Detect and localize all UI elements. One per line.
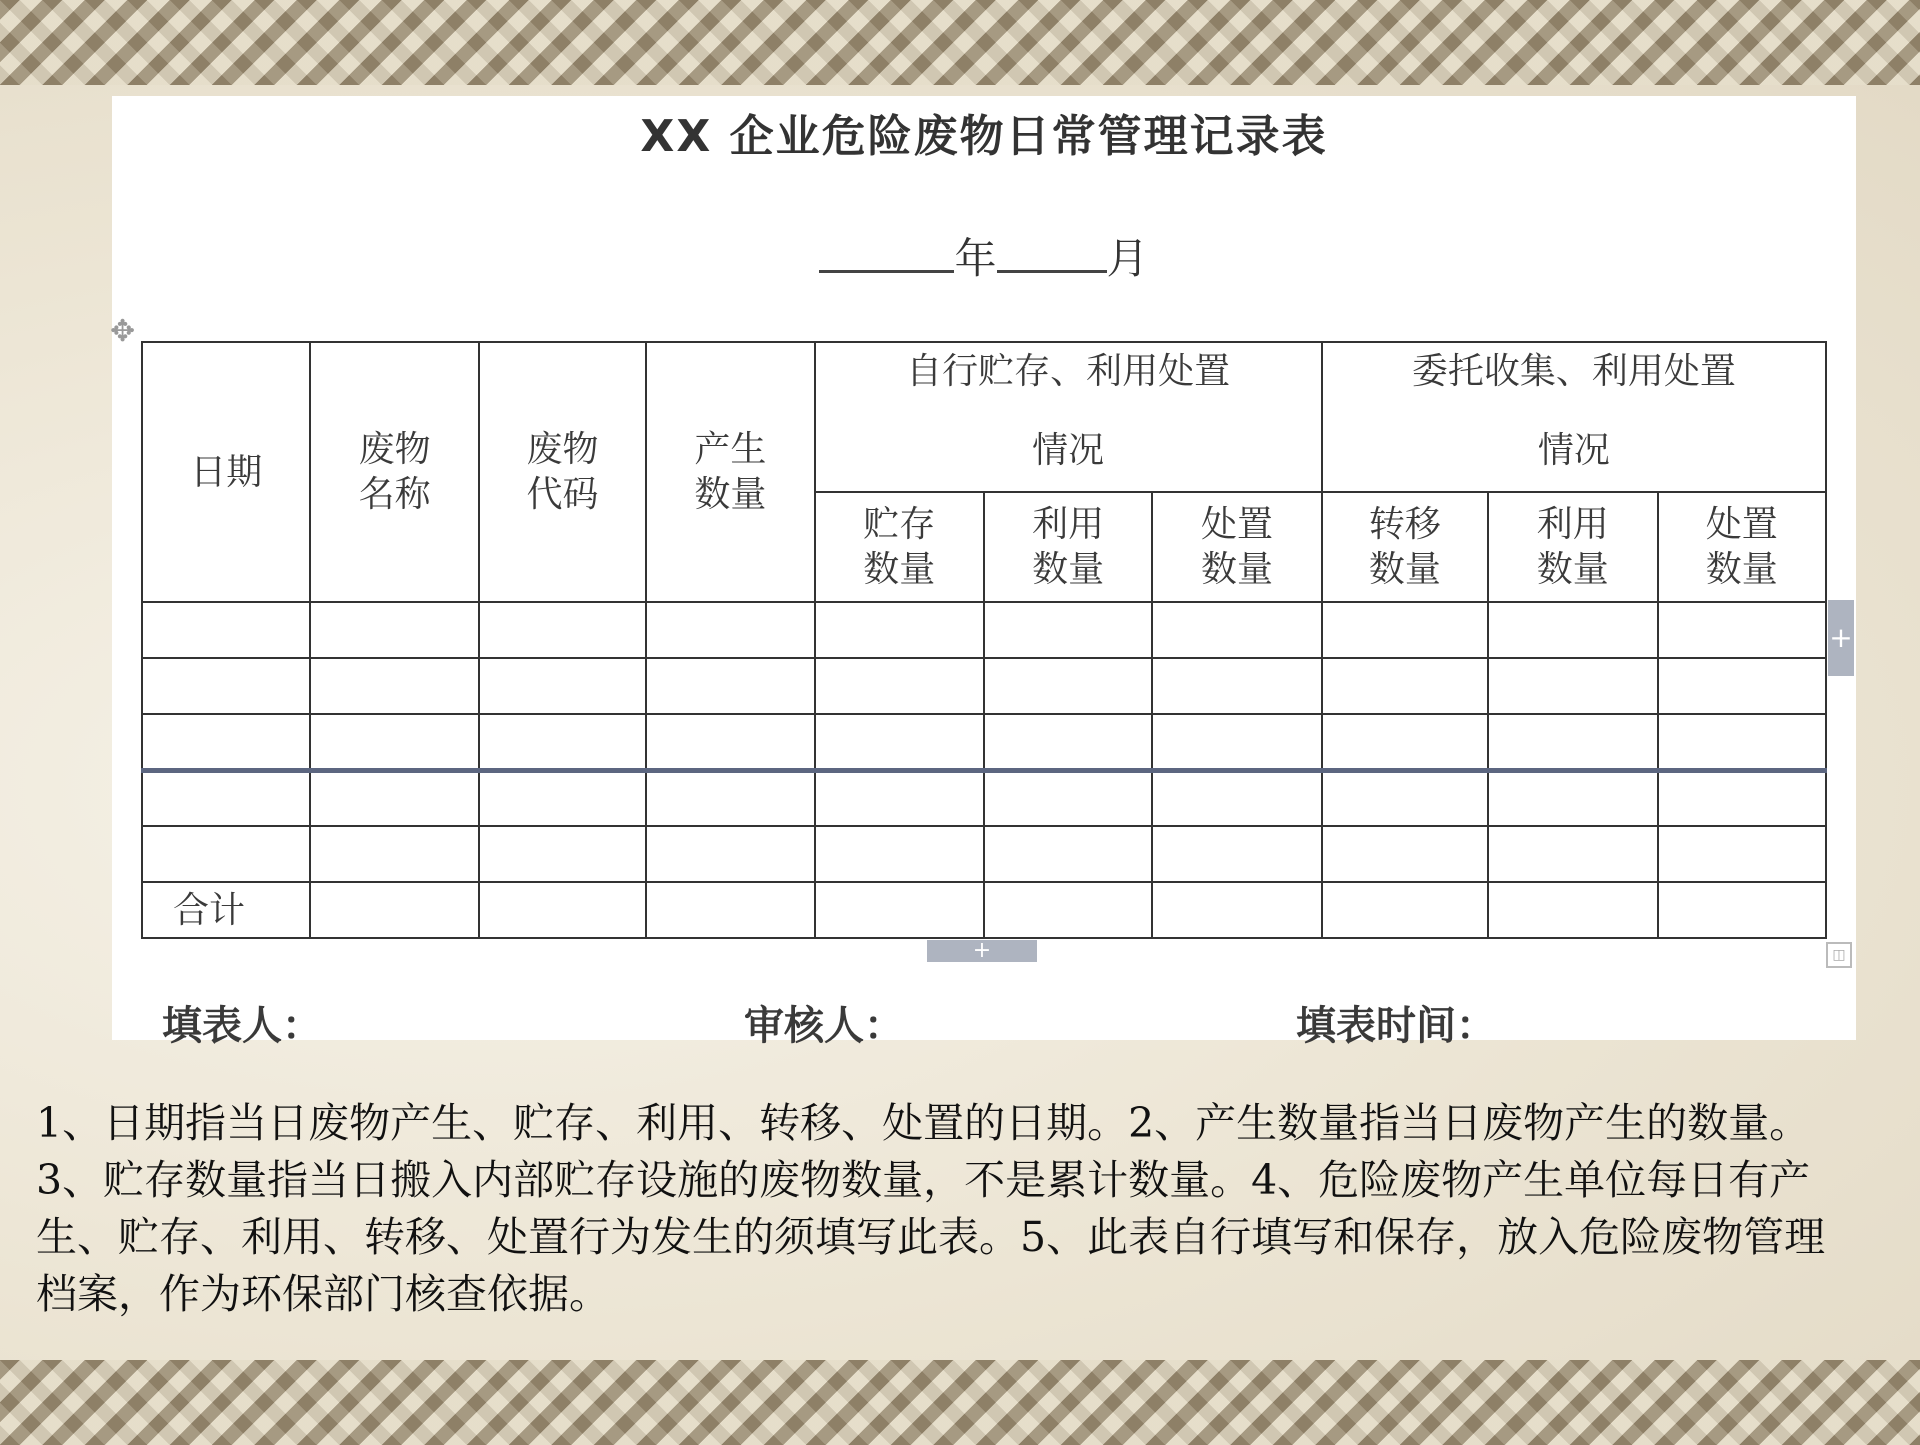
resize-icon[interactable]: ◫ bbox=[1826, 942, 1852, 968]
table-cell[interactable] bbox=[815, 826, 984, 882]
table-cell[interactable] bbox=[815, 602, 984, 658]
table-cell[interactable] bbox=[142, 714, 310, 770]
plus-icon: + bbox=[972, 938, 992, 963]
table-cell[interactable] bbox=[142, 770, 310, 826]
header-generated-qty bbox=[646, 342, 814, 602]
table-cell[interactable] bbox=[984, 658, 1152, 714]
header-entrusted-group-title: 委托收集、利用处置 bbox=[1411, 351, 1736, 392]
table-cell[interactable] bbox=[646, 714, 814, 770]
header-entrusted-group bbox=[1322, 342, 1826, 492]
table-cell[interactable] bbox=[1152, 882, 1321, 938]
table-cell[interactable] bbox=[1152, 714, 1321, 770]
table-cell[interactable] bbox=[310, 770, 478, 826]
table-cell[interactable] bbox=[984, 826, 1152, 882]
header-generated-qty-text: 产生数量 bbox=[694, 429, 767, 515]
header-self-use-qty bbox=[984, 492, 1152, 602]
table-cell[interactable] bbox=[1322, 770, 1488, 826]
table-cell[interactable] bbox=[984, 602, 1152, 658]
table-cell[interactable] bbox=[815, 770, 984, 826]
total-row bbox=[142, 882, 1826, 938]
header-storage-qty bbox=[815, 492, 984, 602]
notes-paragraph: 1、日期指当日废物产生、贮存、利用、转移、处置的日期。2、产生数量指当日废物产生的数量。3、贮存数量指当日搬入内部贮存设施的废物数量，不是累计数量。4、危险废物产生单位每日有产生、贮存、利用、转移、处置行为发生的须填写此表。5、此表自行填写和保存，放入危险废物管理档案，作为环保部门核查依据。 bbox=[36, 1099, 1826, 1318]
record-form-image bbox=[110, 96, 1856, 1049]
move-icon[interactable]: ✥ bbox=[110, 314, 136, 349]
table-row bbox=[142, 826, 1826, 882]
header-entrusted-use-qty-text: 利用数量 bbox=[1536, 504, 1609, 590]
header-self-dispose-qty-text: 处置数量 bbox=[1201, 504, 1274, 590]
table-cell[interactable] bbox=[1488, 770, 1657, 826]
table-cell[interactable] bbox=[1488, 882, 1657, 938]
table-cell[interactable] bbox=[142, 826, 310, 882]
table-cell[interactable] bbox=[646, 770, 814, 826]
table-cell[interactable] bbox=[1152, 658, 1321, 714]
header-waste-name bbox=[310, 342, 478, 602]
header-storage-qty-text: 贮存数量 bbox=[863, 504, 936, 590]
table-cell[interactable] bbox=[310, 714, 478, 770]
table-cell[interactable] bbox=[1488, 602, 1657, 658]
form-title: XX 企业危险废物日常管理记录表 bbox=[640, 111, 1328, 162]
header-date: 日期 bbox=[142, 342, 310, 602]
add-row-button[interactable] bbox=[927, 940, 1037, 962]
table-row bbox=[142, 770, 1826, 826]
table-cell[interactable] bbox=[1658, 714, 1826, 770]
table-cell[interactable] bbox=[1658, 882, 1826, 938]
header-self-dispose-qty bbox=[1152, 492, 1321, 602]
year-blank bbox=[819, 236, 954, 273]
table-cell[interactable] bbox=[1322, 826, 1488, 882]
table-cell[interactable] bbox=[479, 714, 646, 770]
header-entrusted-dispose-qty bbox=[1658, 492, 1826, 602]
header-waste-code bbox=[479, 342, 646, 602]
table-cell[interactable] bbox=[1488, 826, 1657, 882]
filler-label: 填表人： bbox=[162, 1003, 322, 1049]
year-label: 年 bbox=[954, 234, 997, 283]
table-cell[interactable] bbox=[310, 602, 478, 658]
table-cell[interactable] bbox=[1152, 770, 1321, 826]
header-waste-name-text: 废物名称 bbox=[358, 429, 431, 515]
signature-line bbox=[112, 994, 1856, 1049]
table-cell[interactable] bbox=[1658, 602, 1826, 658]
table-cell[interactable] bbox=[1488, 714, 1657, 770]
table-cell[interactable] bbox=[646, 882, 814, 938]
table-cell[interactable] bbox=[142, 658, 310, 714]
table-cell[interactable] bbox=[1322, 658, 1488, 714]
table-cell[interactable] bbox=[1658, 770, 1826, 826]
table-cell[interactable] bbox=[1658, 826, 1826, 882]
add-column-button[interactable] bbox=[1828, 600, 1854, 676]
table-cell[interactable] bbox=[142, 602, 310, 658]
plus-icon: + bbox=[1829, 621, 1853, 654]
table-cell[interactable] bbox=[1322, 714, 1488, 770]
table-cell[interactable] bbox=[479, 658, 646, 714]
table-cell[interactable] bbox=[646, 658, 814, 714]
table-row bbox=[142, 714, 1826, 770]
decorative-border-top bbox=[0, 0, 1920, 85]
year-month-line bbox=[112, 226, 1856, 286]
header-self-use-qty-text: 利用数量 bbox=[1032, 504, 1105, 590]
header-entrusted-dispose-qty-text: 处置数量 bbox=[1705, 504, 1778, 590]
record-table bbox=[141, 341, 1827, 939]
table-row bbox=[142, 602, 1826, 658]
header-transfer-qty bbox=[1322, 492, 1488, 602]
table-cell[interactable] bbox=[479, 770, 646, 826]
month-blank bbox=[997, 236, 1107, 273]
table-cell[interactable] bbox=[815, 882, 984, 938]
table-cell[interactable] bbox=[984, 770, 1152, 826]
table-cell[interactable] bbox=[646, 826, 814, 882]
table-cell[interactable] bbox=[1322, 602, 1488, 658]
table-cell[interactable] bbox=[479, 602, 646, 658]
header-self-group bbox=[815, 342, 1322, 492]
table-cell[interactable] bbox=[479, 882, 646, 938]
table-cell[interactable] bbox=[310, 658, 478, 714]
table-cell[interactable] bbox=[1152, 602, 1321, 658]
decorative-border-bottom bbox=[0, 1360, 1920, 1445]
total-label: 合计 bbox=[142, 882, 310, 938]
table-cell[interactable] bbox=[984, 882, 1152, 938]
table-cell[interactable] bbox=[1488, 658, 1657, 714]
month-label: 月 bbox=[1106, 234, 1149, 283]
table-cell[interactable] bbox=[1152, 826, 1321, 882]
table-cell[interactable] bbox=[310, 826, 478, 882]
table-cell[interactable] bbox=[815, 658, 984, 714]
table-cell[interactable] bbox=[310, 882, 478, 938]
header-entrusted-group-sub: 情况 bbox=[1537, 430, 1610, 471]
table-cell[interactable] bbox=[1322, 882, 1488, 938]
header-self-group-sub: 情况 bbox=[1032, 430, 1105, 471]
header-transfer-qty-text: 转移数量 bbox=[1368, 504, 1441, 590]
header-entrusted-use-qty bbox=[1488, 492, 1657, 602]
table-cell[interactable] bbox=[479, 826, 646, 882]
table-row bbox=[142, 658, 1826, 714]
table-cell[interactable] bbox=[646, 602, 814, 658]
fill-time-label: 填表时间： bbox=[1296, 1003, 1496, 1049]
reviewer-label: 审核人： bbox=[744, 1003, 904, 1049]
table-cell[interactable] bbox=[815, 714, 984, 770]
header-self-group-title: 自行贮存、利用处置 bbox=[906, 351, 1231, 392]
header-waste-code-text: 废物代码 bbox=[526, 429, 599, 515]
table-cell[interactable] bbox=[984, 714, 1152, 770]
table-cell[interactable] bbox=[1658, 658, 1826, 714]
